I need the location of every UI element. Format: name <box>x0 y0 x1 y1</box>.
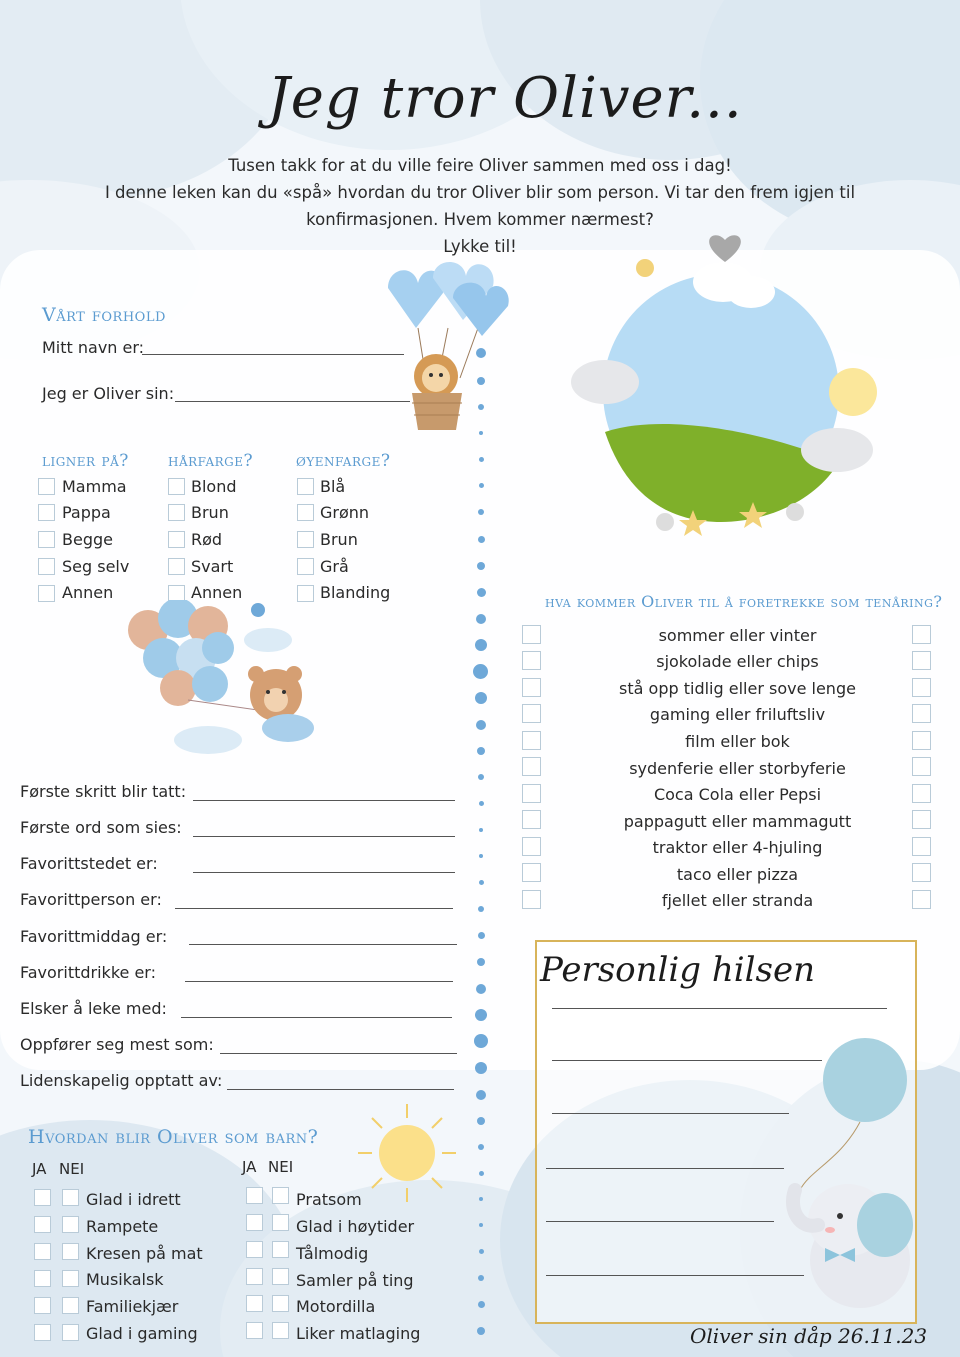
ja-checkbox[interactable] <box>246 1268 263 1285</box>
trait-label: Rampete <box>86 1217 159 1236</box>
preference-label: traktor eller 4-hjuling <box>652 838 823 857</box>
checkbox-resembles-0[interactable] <box>38 478 55 495</box>
ja-checkbox[interactable] <box>34 1324 51 1341</box>
prediction-label: Lidenskapelig opptatt av: <box>20 1071 223 1090</box>
lion-balloon-illustration <box>378 258 518 438</box>
nei-checkbox[interactable] <box>272 1187 289 1204</box>
resembles-heading: ligner på? <box>42 451 129 471</box>
prediction-field[interactable] <box>193 836 455 837</box>
trait-label: Kresen på mat <box>86 1244 203 1263</box>
preference-label: sommer eller vinter <box>658 626 817 645</box>
option-label: Svart <box>191 557 234 576</box>
trait-label: Glad i høytider <box>296 1217 415 1236</box>
intro-line-2: I denne leken kan du «spå» hvordan du tror Oliver blir som person. Vi tar den frem igjen til konfirmasjonen. Hvem kommer nærmest? <box>104 183 856 229</box>
ja-header-right: JA <box>242 1158 257 1176</box>
option-label: Grønn <box>320 503 370 522</box>
nei-checkbox[interactable] <box>62 1243 79 1260</box>
preference-label: taco eller pizza <box>676 865 799 884</box>
preference-label: Coca Cola eller Pepsi <box>653 785 822 804</box>
trait-label: Tålmodig <box>296 1244 369 1263</box>
option-label: Blond <box>191 477 237 496</box>
right-choice-checkbox[interactable] <box>912 757 931 776</box>
nei-checkbox[interactable] <box>272 1241 289 1258</box>
trait-label: Motordilla <box>296 1297 376 1316</box>
trait-label: Musikalsk <box>86 1270 164 1289</box>
left-choice-checkbox[interactable] <box>522 678 541 697</box>
checkbox-resembles-3[interactable] <box>38 558 55 575</box>
nei-checkbox[interactable] <box>62 1216 79 1233</box>
preference-label: sjokolade eller chips <box>656 652 819 671</box>
nei-checkbox[interactable] <box>62 1270 79 1287</box>
relation-label: Jeg er Oliver sin: <box>42 384 175 403</box>
option-label: Annen <box>62 583 114 602</box>
prediction-label: Favorittdrikke er: <box>20 963 156 982</box>
left-choice-checkbox[interactable] <box>522 810 541 829</box>
nei-checkbox[interactable] <box>272 1214 289 1231</box>
prediction-label: Første ord som sies: <box>20 818 182 837</box>
greeting-line[interactable] <box>546 1221 774 1222</box>
preference-label: film eller bok <box>685 732 790 751</box>
checkbox-resembles-1[interactable] <box>38 504 55 521</box>
intro-line-3: Lykke til! <box>443 237 517 256</box>
option-label: Annen <box>191 583 243 602</box>
right-choice-checkbox[interactable] <box>912 731 931 750</box>
checkbox-resembles-4[interactable] <box>38 585 55 602</box>
trait-label: Samler på ting <box>296 1271 414 1290</box>
preference-label: pappagutt eller mammagutt <box>623 812 852 831</box>
option-label: Pappa <box>62 503 111 522</box>
right-choice-checkbox[interactable] <box>912 837 931 856</box>
prediction-label: Favorittstedet er: <box>20 854 158 873</box>
preference-label: fjellet eller stranda <box>661 891 814 910</box>
nei-checkbox[interactable] <box>62 1297 79 1314</box>
option-label: Grå <box>320 557 349 576</box>
option-label: Brun <box>320 530 358 549</box>
nei-header-right: NEI <box>268 1158 294 1176</box>
right-choice-checkbox[interactable] <box>912 810 931 829</box>
ja-checkbox[interactable] <box>246 1241 263 1258</box>
checkbox-eyes-1[interactable] <box>297 504 314 521</box>
option-label: Brun <box>191 503 229 522</box>
option-label: Rød <box>191 530 223 549</box>
prediction-label: Første skritt blir tatt: <box>20 782 187 801</box>
preference-label: gaming eller friluftsliv <box>649 705 826 724</box>
prediction-field[interactable] <box>220 1053 457 1054</box>
greeting-line[interactable] <box>546 1275 804 1276</box>
nei-header-left: NEI <box>59 1160 85 1178</box>
hair-heading: hårfarge? <box>168 451 254 471</box>
trait-label: Glad i idrett <box>86 1190 181 1209</box>
right-choice-checkbox[interactable] <box>912 784 931 803</box>
left-choice-checkbox[interactable] <box>522 757 541 776</box>
prediction-label: Favorittmiddag er: <box>20 927 168 946</box>
checkbox-hair-2[interactable] <box>168 531 185 548</box>
left-choice-checkbox[interactable] <box>522 863 541 882</box>
left-choice-checkbox[interactable] <box>522 784 541 803</box>
ja-checkbox[interactable] <box>246 1322 263 1339</box>
relationship-heading: Vårt forhold <box>42 304 166 326</box>
bear-balloon-illustration <box>118 600 328 760</box>
elephant-balloon-illustration <box>770 1030 930 1320</box>
ja-checkbox[interactable] <box>34 1243 51 1260</box>
right-choice-checkbox[interactable] <box>912 890 931 909</box>
option-label: Seg selv <box>62 557 130 576</box>
left-choice-checkbox[interactable] <box>522 731 541 750</box>
checkbox-hair-3[interactable] <box>168 558 185 575</box>
prediction-field[interactable] <box>181 1017 452 1018</box>
option-label: Mamma <box>62 477 127 496</box>
ja-checkbox[interactable] <box>246 1214 263 1231</box>
prediction-label: Oppfører seg mest som: <box>20 1035 214 1054</box>
teen-heading: hva kommer Oliver til å foretrekke som tenåring? <box>545 592 943 611</box>
ja-checkbox[interactable] <box>34 1189 51 1206</box>
ja-checkbox[interactable] <box>246 1295 263 1312</box>
right-choice-checkbox[interactable] <box>912 651 931 670</box>
checkbox-eyes-3[interactable] <box>297 558 314 575</box>
trait-label: Familiekjær <box>86 1297 179 1316</box>
prediction-field[interactable] <box>227 1089 454 1090</box>
prediction-label: Favorittperson er: <box>20 890 162 909</box>
left-choice-checkbox[interactable] <box>522 704 541 723</box>
eyes-heading: øyenfarge? <box>296 451 391 471</box>
prediction-field[interactable] <box>193 872 455 873</box>
right-choice-checkbox[interactable] <box>912 704 931 723</box>
checkbox-resembles-2[interactable] <box>38 531 55 548</box>
sun-icon <box>352 1098 462 1208</box>
greeting-line[interactable] <box>552 1113 789 1114</box>
checkbox-eyes-0[interactable] <box>297 478 314 495</box>
trait-label: Glad i gaming <box>86 1324 198 1343</box>
left-choice-checkbox[interactable] <box>522 651 541 670</box>
left-choice-checkbox[interactable] <box>522 625 541 644</box>
nei-checkbox[interactable] <box>272 1268 289 1285</box>
right-choice-checkbox[interactable] <box>912 625 931 644</box>
preference-label: sydenferie eller storbyferie <box>629 759 846 778</box>
ja-checkbox[interactable] <box>34 1216 51 1233</box>
name-field[interactable] <box>142 354 404 355</box>
left-choice-checkbox[interactable] <box>522 890 541 909</box>
nei-checkbox[interactable] <box>272 1322 289 1339</box>
sky-scene-illustration <box>545 232 895 542</box>
prediction-field[interactable] <box>185 981 453 982</box>
ja-checkbox[interactable] <box>34 1297 51 1314</box>
ja-checkbox[interactable] <box>246 1187 263 1204</box>
checkbox-hair-1[interactable] <box>168 504 185 521</box>
left-choice-checkbox[interactable] <box>522 837 541 856</box>
intro-line-1: Tusen takk for at du ville feire Oliver sammen med oss i dag! <box>228 156 732 175</box>
option-label: Blå <box>320 477 346 496</box>
checkbox-eyes-2[interactable] <box>297 531 314 548</box>
preference-label: stå opp tidlig eller sove lenge <box>619 679 856 698</box>
prediction-label: Elsker å leke med: <box>20 999 167 1018</box>
greeting-line[interactable] <box>552 1008 887 1009</box>
nei-checkbox[interactable] <box>62 1324 79 1341</box>
footer-event-text: Oliver sin dåp 26.11.23 <box>690 1324 928 1348</box>
option-label: Begge <box>62 530 113 549</box>
right-choice-checkbox[interactable] <box>912 863 931 882</box>
checkbox-hair-0[interactable] <box>168 478 185 495</box>
trait-label: Pratsom <box>296 1190 362 1209</box>
prediction-field[interactable] <box>189 944 457 945</box>
child-heading: Hvordan blir Oliver som barn? <box>28 1126 319 1148</box>
ja-header-left: JA <box>32 1160 47 1178</box>
option-label: Blanding <box>320 583 391 602</box>
greeting-heading: Personlig hilsen <box>540 950 815 990</box>
right-choice-checkbox[interactable] <box>912 678 931 697</box>
page-title: Jeg tror Oliver... <box>267 66 743 131</box>
relation-field[interactable] <box>175 401 410 402</box>
trait-label: Liker matlaging <box>296 1324 421 1343</box>
nei-checkbox[interactable] <box>62 1189 79 1206</box>
name-label: Mitt navn er: <box>42 338 145 357</box>
prediction-field[interactable] <box>175 908 453 909</box>
nei-checkbox[interactable] <box>272 1295 289 1312</box>
ja-checkbox[interactable] <box>34 1270 51 1287</box>
greeting-line[interactable] <box>546 1168 784 1169</box>
prediction-field[interactable] <box>193 800 455 801</box>
